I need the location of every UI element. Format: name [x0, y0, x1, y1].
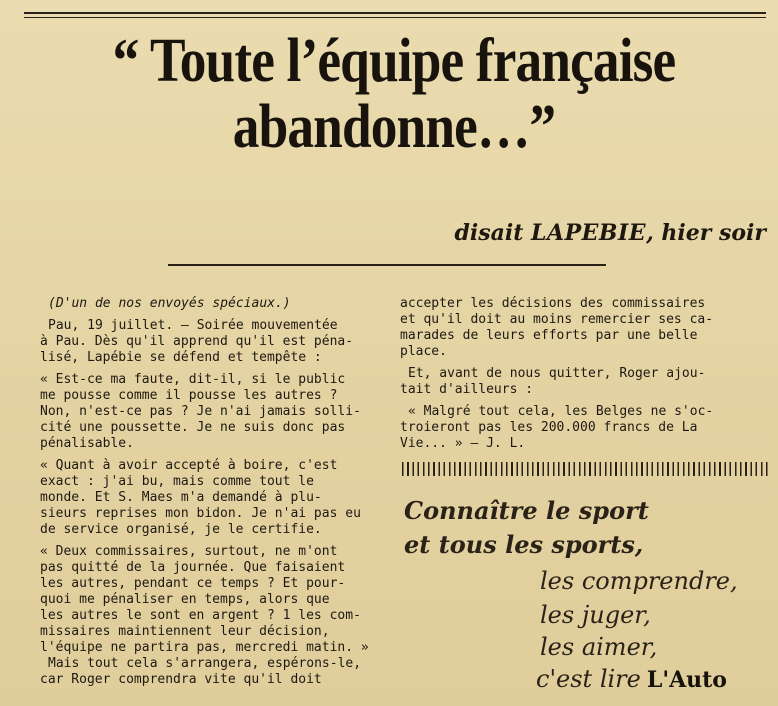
article-signoff: Vie... » — J. L.: [400, 436, 526, 451]
article-line: cité une poussette. Je ne suis donc pas: [40, 420, 346, 435]
top-rule: [24, 12, 766, 14]
section-rule: [168, 264, 606, 266]
article-line: car Roger comprendra vite qu'il doit: [40, 672, 322, 687]
article-column-left: [40, 296, 390, 688]
promo-text: c'est lire: [536, 665, 641, 693]
byline-suffix: , hier soir: [646, 220, 766, 246]
article-line: les autres le sont en argent ? 1 les com-: [40, 608, 361, 623]
promo-line-4: les juger,: [540, 601, 651, 629]
article-line: me pousse comme il pousse les autres ?: [40, 388, 338, 403]
article-column-right: [400, 296, 770, 452]
promo-line-2: et tous les sports,: [404, 530, 644, 559]
article-line: troieront pas les 200.000 francs de La: [400, 420, 698, 435]
article-line: et qu'il doit au moins remercier ses ca-: [400, 312, 714, 327]
article-line: les autres, pendant ce temps ? Et pour-: [40, 576, 346, 591]
promo-line-3: les comprendre,: [540, 567, 738, 595]
article-line: à Pau. Dès qu'il apprend qu'il est péna-: [40, 334, 354, 349]
article-line: « Quant à avoir accepté à boire, c'est: [40, 458, 338, 473]
article-line: Mais tout cela s'arrangera, espérons-le,: [48, 656, 362, 671]
article-line: pas quitté de la journée. Que faisaient: [40, 560, 346, 575]
ornamental-divider: [402, 462, 768, 476]
promo-line-5: les aimer,: [540, 633, 658, 661]
byline-name: LAPEBIE: [531, 220, 647, 246]
article-line: tait d'ailleurs :: [400, 382, 534, 397]
article-line: « Deux commissaires, surtout, ne m'ont: [40, 544, 338, 559]
article-line: exact : j'ai bu, mais comme tout le: [40, 474, 314, 489]
article-line: place.: [400, 344, 447, 359]
article-line: marades de leurs efforts par une belle: [400, 328, 698, 343]
article-line: lisé, Lapébie se défend et tempête :: [40, 350, 322, 365]
article-line: pénalisable.: [40, 436, 134, 451]
headline-line-1: “ Toute l’équipe française: [112, 27, 676, 95]
l-auto-logo: L'Auto: [646, 667, 727, 693]
article-line: quoi me pénaliser en temps, alors que: [40, 592, 330, 607]
article-line: Pau, 19 juillet. — Soirée mouvementée: [48, 318, 338, 333]
article-line: sieurs reprises mon bidon. Je n'ai pas eu: [40, 506, 361, 521]
article-line: de service organisé, je le certifie.: [40, 522, 322, 537]
byline: [454, 220, 766, 246]
article-dateline-correspondent: (D'un de nos envoyés spéciaux.): [48, 296, 291, 311]
headline-line-2: abandonne…”: [232, 93, 556, 161]
article-line: « Est-ce ma faute, dit-il, si le public: [40, 372, 346, 387]
promo-line-1: Connaître le sport: [404, 496, 649, 525]
article-line: l'équipe ne partira pas, mercredi matin. »: [40, 640, 369, 655]
article-line: accepter les décisions des commissaires: [400, 296, 706, 311]
byline-prefix: disait: [454, 220, 532, 246]
article-line: Et, avant de nous quitter, Roger ajou-: [408, 366, 706, 381]
article-line: monde. Et S. Maes m'a demandé à plu-: [40, 490, 322, 505]
headline: [71, 28, 718, 160]
article-line: missaires maintiennent leur décision,: [40, 624, 330, 639]
article-line: Non, n'est-ce pas ? Je n'ai jamais solli-: [40, 404, 361, 419]
article-line: « Malgré tout cela, les Belges ne s'oc-: [408, 404, 714, 419]
promo-line-6: [536, 662, 727, 697]
